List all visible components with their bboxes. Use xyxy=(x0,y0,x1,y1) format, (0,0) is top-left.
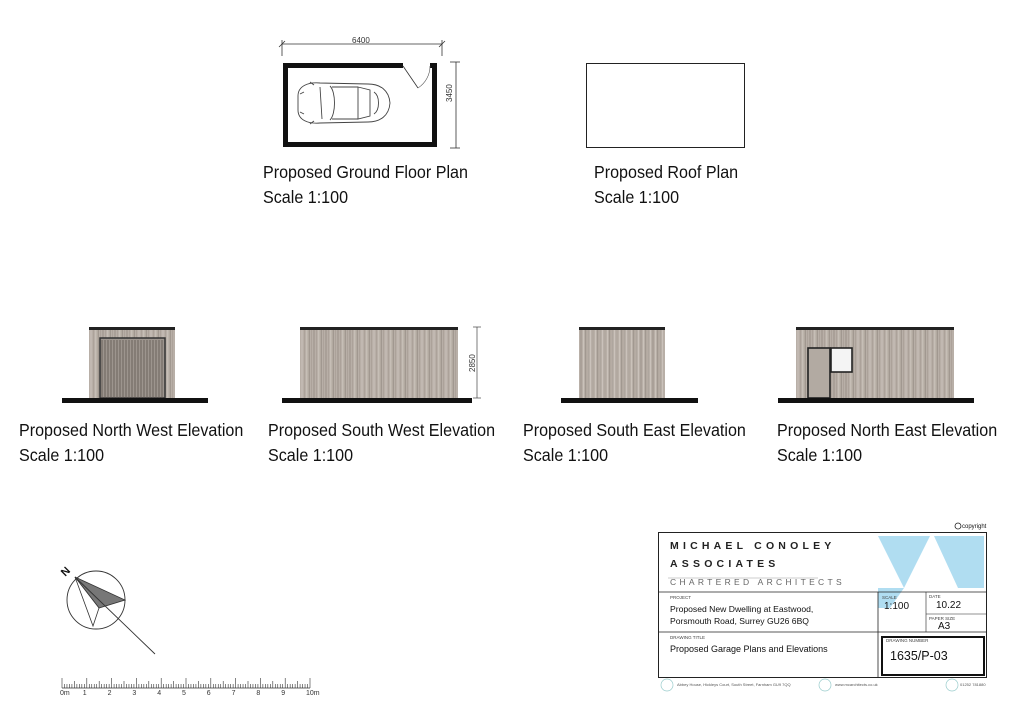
caption-south-west xyxy=(268,418,495,468)
caption-roof-scale: Scale 1:100 xyxy=(594,187,680,207)
caption-south-east-scale: Scale 1:100 xyxy=(523,445,609,465)
copyright-label: copyright xyxy=(962,524,987,530)
elevation-north-east xyxy=(776,326,976,408)
window-icon xyxy=(831,348,852,372)
drawing-number-label: DRAWING NUMBER xyxy=(886,638,929,643)
firm-subtitle: CHARTERED ARCHITECTS xyxy=(670,577,845,587)
ground-floor-plan xyxy=(270,30,470,150)
scale-value: 1:100 xyxy=(884,601,910,612)
caption-north-west xyxy=(19,418,243,468)
caption-south-east xyxy=(523,418,746,468)
project-line2: Porsmouth Road, Surrey GU26 6BQ xyxy=(670,616,809,626)
scale-bar-label: 8 xyxy=(256,690,261,697)
scale-bar-labels xyxy=(60,690,320,702)
elevation-south-east xyxy=(560,326,710,408)
scale-bar-label: 4 xyxy=(157,690,162,697)
caption-roof-title: Proposed Roof Plan xyxy=(594,162,739,182)
scale-bar-label: 9 xyxy=(281,690,286,697)
scale-bar-label: 6 xyxy=(206,690,211,697)
caption-south-east-title: Proposed South East Elevation xyxy=(523,420,746,440)
scale-bar-label: 5 xyxy=(182,690,186,697)
caption-ground-floor-scale: Scale 1:100 xyxy=(263,187,349,207)
dim-south-west-height: 2850 xyxy=(468,354,477,372)
caption-north-west-title: Proposed North West Elevation xyxy=(19,420,244,440)
firm-name-line2: ASSOCIATES xyxy=(670,558,780,570)
scale-bar-label: 1 xyxy=(82,690,87,697)
drawing-number: 1635/P-03 xyxy=(890,649,948,663)
footer-web: www.mcarchitects.co.uk xyxy=(835,682,878,687)
caption-south-west-scale: Scale 1:100 xyxy=(268,445,354,465)
caption-north-east xyxy=(777,418,997,468)
scale-bar-label: 3 xyxy=(132,690,137,697)
drawing-title: Proposed Garage Plans and Elevations xyxy=(670,644,828,654)
paper-size-label: PAPER SIZE xyxy=(929,616,956,621)
scale-bar-label: 10m xyxy=(306,690,320,697)
caption-north-west-scale: Scale 1:100 xyxy=(19,445,105,465)
scale-bar-label: 7 xyxy=(231,690,236,697)
elevation-south-west xyxy=(280,326,490,408)
caption-ground-floor xyxy=(263,160,468,210)
caption-ground-floor-title: Proposed Ground Floor Plan xyxy=(263,162,468,182)
project-line1: Proposed New Dwelling at Eastwood, xyxy=(670,604,814,614)
scale-label: SCALE xyxy=(882,595,897,600)
footer-address: Abbey House, Hickleys Court, South Street, Farnham GU9 7QQ xyxy=(677,682,791,687)
firm-name-line1: MICHAEL CONOLEY xyxy=(670,540,836,552)
caption-roof xyxy=(594,160,738,210)
project-label: PROJECT xyxy=(670,595,692,600)
door-icon xyxy=(808,348,830,398)
scale-bar-label: 0m xyxy=(60,690,70,697)
footer-phone: 01252 781880 xyxy=(960,682,986,687)
drawing-title-label: DRAWING TITLE xyxy=(670,635,706,640)
caption-north-east-scale: Scale 1:100 xyxy=(777,445,863,465)
paper-size-value: A3 xyxy=(938,621,951,632)
scale-bar-label: 2 xyxy=(107,690,112,697)
elevation-north-west xyxy=(60,326,210,408)
north-label: N xyxy=(58,564,74,580)
roof-plan xyxy=(586,63,746,149)
caption-south-west-title: Proposed South West Elevation xyxy=(268,420,496,440)
title-block xyxy=(658,524,988,696)
date-value: 10.22 xyxy=(936,600,962,611)
caption-north-east-title: Proposed North East Elevation xyxy=(777,420,998,440)
car-icon xyxy=(298,82,390,124)
date-label: DATE xyxy=(929,594,941,599)
north-arrow-icon xyxy=(55,560,165,660)
dim-ground-width: 6400 xyxy=(352,36,370,45)
dim-ground-depth: 3450 xyxy=(445,84,454,102)
scale-bar xyxy=(60,676,310,690)
